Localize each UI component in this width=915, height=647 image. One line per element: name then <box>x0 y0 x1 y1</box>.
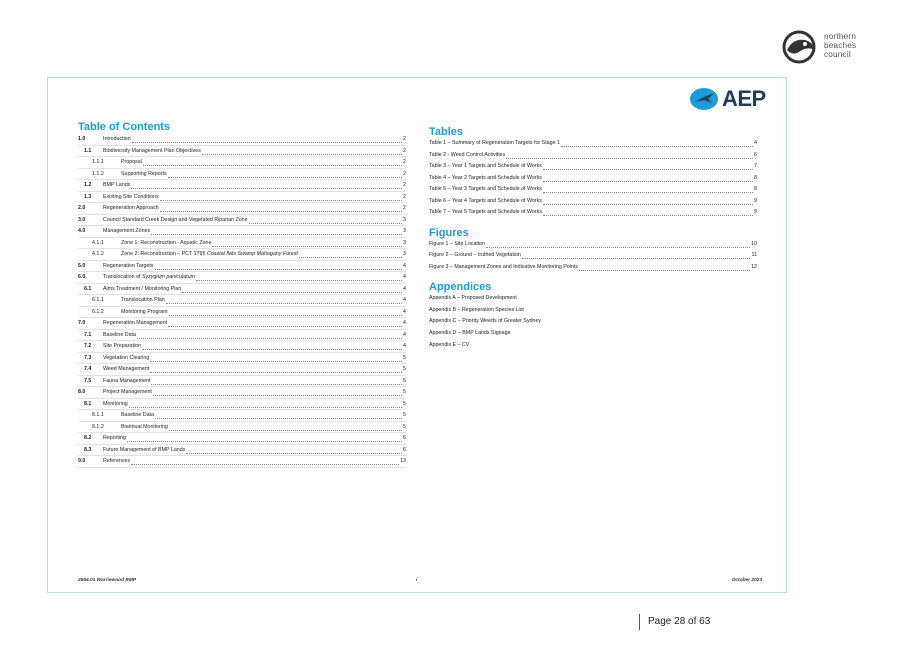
appendix-entry[interactable]: Appendix B – Regeneration Species List <box>429 306 524 313</box>
toc-leader <box>150 364 402 373</box>
figure-entry-page: 12 <box>751 263 757 270</box>
aep-wordmark: AEP <box>722 86 766 111</box>
table-entry[interactable] <box>429 150 757 162</box>
toc-entry-label-text: BMP Lands <box>103 182 131 188</box>
toc-entry-label-text: Site Preparation <box>103 343 141 349</box>
toc-entry[interactable] <box>78 387 406 399</box>
table-entry-page: 8 <box>754 174 757 181</box>
aep-bird-icon <box>690 87 720 111</box>
toc-entry-page: 4 <box>403 308 406 315</box>
toc-entry-page: 6 <box>403 446 406 453</box>
tables-list <box>429 138 757 219</box>
toc-entry-page: 5 <box>403 366 406 372</box>
toc-entry-page: 6 <box>403 435 406 441</box>
toc-entry-number: 4.0 <box>78 228 86 234</box>
toc-entry[interactable] <box>78 238 406 250</box>
toc-entry-label-text: Baseline Data <box>103 331 136 338</box>
toc-entry-number: 8.2 <box>84 435 92 441</box>
toc-entry-number: 1.2 <box>84 182 92 188</box>
toc-entry-number: 7.3 <box>84 354 92 361</box>
toc-entry-page: 5 <box>403 377 406 384</box>
toc-entry-page: 4 <box>403 343 406 349</box>
council-line1: northern <box>824 32 857 41</box>
toc-entry[interactable] <box>78 295 406 307</box>
figure-entry-page: 10 <box>751 240 757 247</box>
toc-entry-page: 2 <box>403 159 406 165</box>
lists-section <box>429 126 757 352</box>
toc-entry-number: 1.1.1 <box>92 159 104 165</box>
toc-entry[interactable] <box>78 410 406 422</box>
figure-entry[interactable] <box>429 239 757 251</box>
toc-entry-number: 7.5 <box>84 377 92 384</box>
toc-entry[interactable] <box>78 226 406 238</box>
council-name <box>824 32 856 59</box>
figures-title: Figures <box>429 226 469 239</box>
toc-entry-page: 2 <box>403 205 406 211</box>
toc-entry-page: 4 <box>403 262 406 269</box>
toc-leader <box>186 445 402 454</box>
aep-logo <box>690 86 766 112</box>
toc-leader <box>160 192 402 201</box>
table-entry[interactable] <box>429 138 757 150</box>
toc-entry-page: 5 <box>403 412 406 418</box>
document-page <box>47 77 787 593</box>
table-entry-page: 4 <box>754 140 757 146</box>
toc-entry-page: 4 <box>403 331 406 338</box>
toc-entry-page: 5 <box>403 389 406 395</box>
toc-entry-page: 5 <box>403 423 406 430</box>
toc-leader <box>169 307 402 316</box>
council-line3: council <box>824 50 851 59</box>
toc-entry-number: 8.1.1 <box>92 412 104 418</box>
toc-entry-label-text: Monitoring <box>103 400 128 407</box>
toc-entry-page: 4 <box>403 297 406 303</box>
toc-entry[interactable] <box>78 341 406 353</box>
figure-entry-page: 11 <box>751 252 757 258</box>
toc-entry-number: 9.0 <box>78 458 86 464</box>
toc-entry[interactable] <box>78 307 406 319</box>
table-entry-page: 6 <box>754 151 757 158</box>
figure-entry-label: Figure 1 – Site Location <box>429 240 485 247</box>
appendices-title: Appendices <box>429 281 492 293</box>
council-logo <box>779 30 869 68</box>
toc-entry-label-text: Zone 1: Reconstruction - Aquatic Zone <box>121 239 212 246</box>
appendix-entry[interactable]: Appendix E – CV <box>429 341 470 348</box>
toc-entry[interactable] <box>78 364 406 376</box>
toc-entry-page: 4 <box>403 285 406 292</box>
toc-leader <box>202 146 402 155</box>
toc-entry-page: 3 <box>403 239 406 246</box>
toc-leader <box>160 203 402 212</box>
toc-leader <box>168 318 402 327</box>
appendices-list <box>429 293 757 352</box>
toc-entry-label-text: Project Management <box>103 389 152 395</box>
toc-entry-label-text: Translocation Plan <box>121 297 165 303</box>
toc-entry-label-text: Monitoring Program <box>121 308 168 315</box>
toc-entry-number: 1.3 <box>84 193 92 200</box>
figure-entry-label: Figure 3 – Management Zones and Indicative Monitoring Points <box>429 263 578 270</box>
toc-leader <box>155 261 402 270</box>
toc-leader <box>132 134 402 143</box>
appendix-entry[interactable]: Appendix D – BMP Lands Signage <box>429 330 511 337</box>
toc-entry-page: 5 <box>403 400 406 407</box>
table-entry-page: 9 <box>754 209 757 215</box>
table-entry-label: Table 6 – Year 4 Targets and Schedule of Works <box>429 197 542 204</box>
appendix-entry[interactable]: Appendix C – Priority Weeds of Greater Sydney <box>429 318 542 325</box>
toc-section <box>78 121 406 468</box>
toc-entry-label-text: References <box>103 458 131 464</box>
toc-leader <box>166 295 402 304</box>
toc-entry[interactable] <box>78 180 406 192</box>
toc-entry-number: 6.1.2 <box>92 308 104 315</box>
toc-entry-label-italic: Coastal flats Swamp Mahogany Forest <box>206 251 298 257</box>
table-entry-page: 7 <box>754 163 757 169</box>
toc-entry[interactable] <box>78 146 406 158</box>
toc-leader <box>196 272 402 281</box>
toc-entry-number: 1.1 <box>84 147 92 154</box>
toc-entry-label-text: Reporting <box>103 435 126 441</box>
toc-leader <box>182 284 402 293</box>
toc-entry-label-text: Biodiversity Management Plan Objectives <box>103 147 201 154</box>
toc-entry-page: 3 <box>403 216 406 223</box>
footer-doc-ref: 2564.01 Warriewood BMP <box>78 578 137 583</box>
toc-entry-number: 7.2 <box>84 343 92 349</box>
toc-entry[interactable] <box>78 284 406 296</box>
toc-leader <box>299 249 402 258</box>
toc-entry[interactable] <box>78 157 406 169</box>
toc-entry[interactable] <box>78 399 406 411</box>
toc-entry-number: 7.4 <box>84 366 92 372</box>
toc-entry[interactable] <box>78 318 406 330</box>
toc-entry-number: 6.0 <box>78 274 86 280</box>
toc-entry-page: 4 <box>403 320 406 326</box>
toc-entry[interactable] <box>78 215 406 227</box>
toc-entry-number: 2.0 <box>78 205 86 211</box>
toc-entry-number: 8.3 <box>84 446 92 453</box>
toc-entry-label-text: Existing Site Conditions <box>103 193 159 200</box>
table-entry-label: Table 2 - Weed Control Activities <box>429 151 506 158</box>
toc-entry-page: 5 <box>403 354 406 361</box>
toc-entry-label-text: Translocation of <box>103 274 142 280</box>
toc-leader <box>169 422 402 431</box>
toc-entry-label-text: Weed Management <box>103 366 150 372</box>
toc-entry-label-text: Fauna Management <box>103 377 151 384</box>
toc-leader <box>151 226 402 235</box>
toc-entry-label-text: Regeneration Approach <box>103 205 159 211</box>
toc-entry-page: 3 <box>403 228 406 234</box>
figure-entry-leader <box>486 239 750 248</box>
toc-entry[interactable] <box>78 192 406 204</box>
toc-entry[interactable] <box>78 376 406 388</box>
toc-entry-number: 8.1 <box>84 400 92 407</box>
toc-leader <box>249 215 402 224</box>
table-entry[interactable] <box>429 173 757 185</box>
tables-title: Tables <box>429 126 464 138</box>
figure-entry[interactable] <box>429 250 757 262</box>
toc-entry-label-text: Regeneration Management <box>103 320 168 326</box>
table-entry-label: Table 3 – Year 1 Targets and Schedule of Works <box>429 163 542 169</box>
toc-entry-page: 4 <box>403 274 406 280</box>
toc-entry-page: 2 <box>403 136 406 142</box>
toc-leader <box>143 157 402 166</box>
toc-entry-page: 2 <box>403 170 406 177</box>
toc-entry-number: 3.0 <box>78 216 86 223</box>
toc-leader <box>127 433 402 442</box>
toc-entry-number: 1.0 <box>78 136 86 142</box>
toc-entry-label-text: Zone 2: Reconstruction – PCT 1795 <box>121 251 207 257</box>
table-entry-page: 9 <box>754 197 757 204</box>
table-entry-label: Table 4 – Year 2 Targets and Schedule of Works <box>429 174 542 181</box>
toc-entry[interactable] <box>78 445 406 457</box>
toc-entry-label-text: Management Zones <box>103 228 151 234</box>
table-entry-label: Table 1 – Summary of Regeneration Targets for Stage 1 <box>429 140 560 146</box>
table-entry-label: Table 7 – Year 5 Targets and Schedule of Works <box>429 209 542 215</box>
figure-entry[interactable] <box>429 262 757 274</box>
toc-entry-label-text: Supporting Reports <box>121 170 167 177</box>
table-entry-leader <box>543 161 753 170</box>
toc-entry-label-text: Proposal <box>121 159 142 165</box>
toc-entry-label-text: Regeneration Targets <box>103 262 154 269</box>
figure-entry-leader <box>579 262 750 271</box>
table-entry[interactable] <box>429 196 757 208</box>
toc-entry[interactable] <box>78 353 406 365</box>
figure-entry-label: Figure 2 – Ground – truthed Vegetation <box>429 252 521 258</box>
toc-leader <box>131 180 402 189</box>
footer-page-roman: i <box>416 578 418 583</box>
toc-leader <box>168 169 402 178</box>
toc-leader <box>131 456 399 465</box>
toc-entry-number: 6.1 <box>84 285 92 292</box>
table-entry-leader <box>543 196 753 205</box>
toc-entry-number: 5.0 <box>78 262 86 269</box>
toc-entry-number: 7.0 <box>78 320 86 326</box>
toc-leader <box>150 353 402 362</box>
toc-entry-label-text: Introduction <box>103 136 131 142</box>
toc-entry[interactable] <box>78 422 406 434</box>
toc-entry-number: 8.1.2 <box>92 423 104 430</box>
toc-leader <box>155 410 402 419</box>
table-entry[interactable] <box>429 161 757 173</box>
table-entry-leader <box>543 184 753 193</box>
toc-entry[interactable] <box>78 330 406 342</box>
toc-leader <box>153 387 402 396</box>
footer-date: October 2023 <box>731 578 762 583</box>
toc-entry-label-text: Aims Treatment / Monitoring Plan <box>103 285 182 292</box>
table-entry[interactable] <box>429 184 757 196</box>
toc-entry-number: 1.1.2 <box>92 170 104 177</box>
toc-entry[interactable] <box>78 272 406 284</box>
toc-entry-number: 7.1 <box>84 331 92 338</box>
toc-leader <box>129 399 402 408</box>
toc-leader <box>137 330 402 339</box>
toc-entry[interactable] <box>78 249 406 261</box>
council-emblem-icon <box>779 30 821 64</box>
table-entry-page: 8 <box>754 186 757 192</box>
toc-entry-number: 4.1.2 <box>92 251 104 257</box>
toc-entry-page: 3 <box>403 251 406 257</box>
toc-entry-label-text: Future Management of BMP Lands <box>103 446 186 453</box>
council-line2: beaches <box>824 41 857 50</box>
toc-leader <box>151 376 402 385</box>
toc-leader <box>212 238 402 247</box>
table-entry-leader <box>506 150 753 159</box>
figures-list <box>429 239 757 274</box>
toc-entry-label-text: Vegetation Clearing <box>103 354 150 361</box>
toc-entry-label-text: Baseline Data <box>121 412 154 418</box>
page-indicator: Page 28 of 63 <box>639 614 710 630</box>
toc-entry-page: 2 <box>403 182 406 188</box>
toc-entry-page: 13 <box>400 458 406 464</box>
toc-entry-label-text: Council Standard Creek Design and Vegetated Riparian Zone <box>103 216 248 223</box>
toc-entry-label-text: Biannual Monitoring <box>121 423 168 430</box>
table-entry-leader <box>561 138 753 147</box>
toc-entry-number: 4.1.1 <box>92 239 104 246</box>
table-entry-label: Table 5 – Year 3 Targets and Schedule of Works <box>429 186 542 192</box>
toc-entry[interactable] <box>78 203 406 215</box>
toc-leader <box>142 341 402 350</box>
toc-entry[interactable] <box>78 169 406 181</box>
toc-entry[interactable] <box>78 261 406 273</box>
toc-entry-page: 2 <box>403 147 406 154</box>
appendix-entry[interactable]: Appendix A – Proposed Development <box>429 295 517 301</box>
toc-entry-page: 2 <box>403 193 406 200</box>
toc-list <box>78 134 406 468</box>
toc-entry-number: 8.0 <box>78 389 86 395</box>
table-entry-leader <box>543 207 753 216</box>
toc-title: Table of Contents <box>78 121 171 133</box>
table-entry[interactable] <box>429 207 757 219</box>
table-entry-leader <box>543 173 753 182</box>
toc-entry-number: 6.1.1 <box>92 297 104 303</box>
toc-entry[interactable] <box>78 433 406 445</box>
figure-entry-leader <box>522 250 750 259</box>
toc-entry[interactable] <box>78 134 406 146</box>
toc-entry-label-italic: Syzygium paniculatum <box>141 274 195 280</box>
toc-entry[interactable] <box>78 456 406 468</box>
toc-separator <box>78 467 406 468</box>
